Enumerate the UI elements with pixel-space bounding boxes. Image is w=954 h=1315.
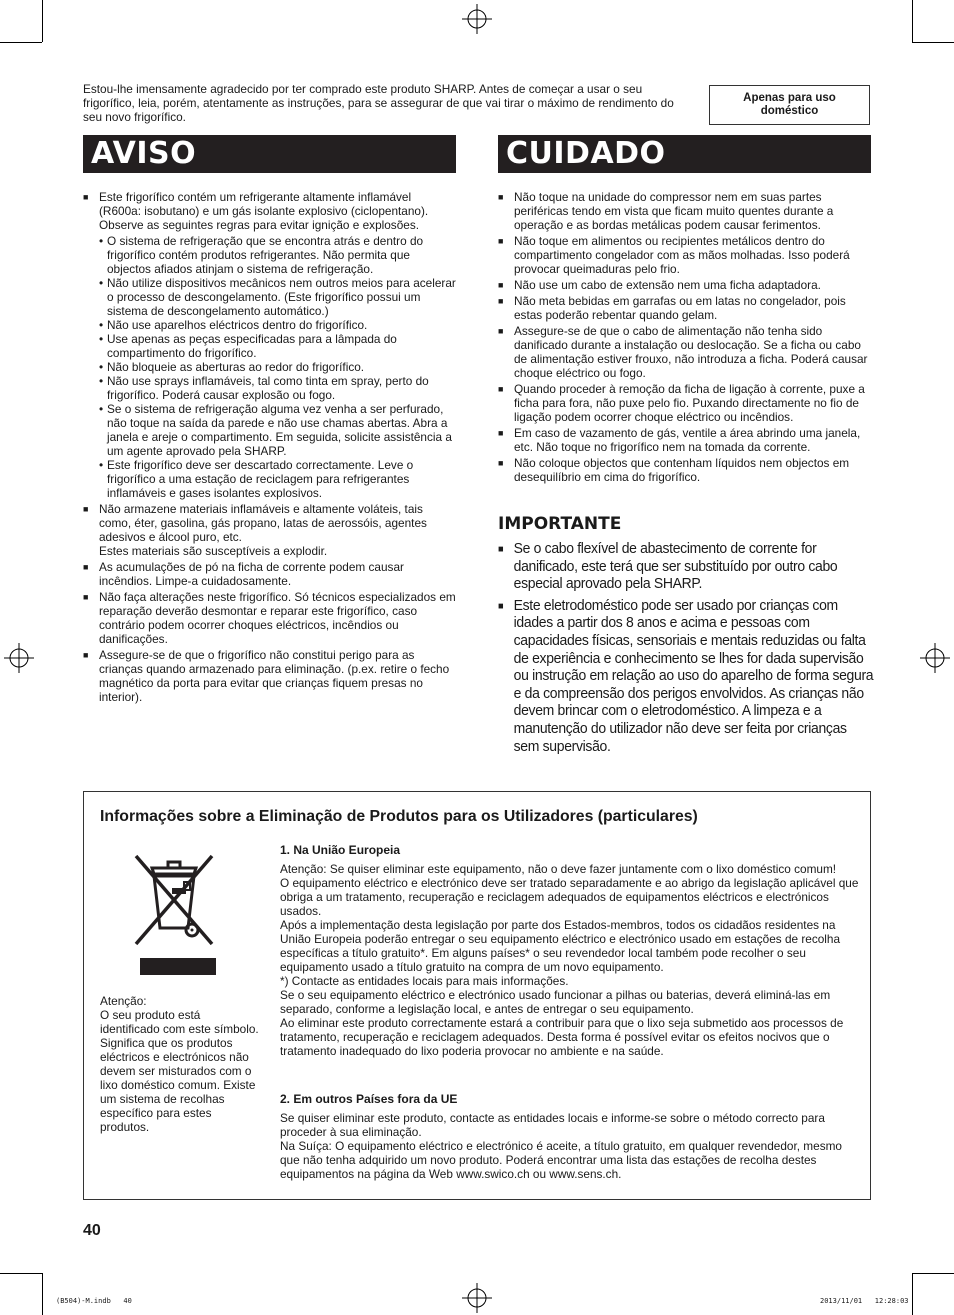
crop-mark <box>42 0 43 42</box>
non-eu-heading: 2. Em outros Países fora da UE <box>280 1092 458 1106</box>
crop-mark <box>0 1273 42 1274</box>
eu-heading: 1. Na União Europeia <box>280 843 401 857</box>
list-item: ■ Não use um cabo de extensão nem uma ficha adaptadora. <box>498 278 873 292</box>
list-item <box>83 190 456 500</box>
page-number: 40 <box>83 1222 101 1239</box>
sub-list-item: • Use apenas as peças especificadas para a lâmpada do compartimento do frigorífico. <box>99 332 456 360</box>
crop-mark <box>42 1273 43 1315</box>
list-item-text: Este frigorífico contém um refrigerante altamente inflamável (R600a: isobutano) e um gás isolante explosivo (ciclopentano). Observe as seguintes regras para evitar ignição e explosões. <box>99 190 429 232</box>
paragraph: Se quiser eliminar este produto, contacte as entidades locais e informe-se sobre o método correcto para proceder à sua eliminação. <box>280 1111 825 1139</box>
paragraph: Após a implementação desta legislação por parte dos Estados-membros, todos os cidadãos residentes na União Europeia poderão entregar o seu equipamento eléctrico e electrónico usado em estações de recolha específicas a título gratuito*. Em alguns países* o seu revendedor local também pode recolher o seu equipamento usado a título gratuito na compra de um novo equipamento. <box>280 918 841 974</box>
registration-mark-icon <box>920 643 950 673</box>
sub-list-item: • Se o sistema de refrigeração alguma vez venha a ser perfurado, não toque na saída da parede e não use chamas abertas. Abra a janela e areje o compartimento. Em seguida, solicite assistência a um agente aprovado pela SHARP. <box>99 402 456 458</box>
paragraph: Ao eliminar este produto correctamente estará a contribuir para que o lixo seja submetido aos processos de tratamento, recuperação e reciclagem adequados. Desta forma é possível evitar os efeitos nocivos que o tratamento inadequado do lixo poderia provocar no ambiente e na saúde. <box>280 1016 844 1058</box>
paragraph: Na Suíça: O equipamento eléctrico e electrónico é aceite, a título gratuito, em qualquer revendedor, mesmo que não tenha adquirido um novo produto. Poderá encontrar uma lista das estações de recolha destes equipamentos na página da Web www.swico.ch ou www.sens.ch. <box>280 1139 842 1181</box>
list-item <box>83 502 456 558</box>
sub-list-item: • Este frigorífico deve ser descartado correctamente. Leve o frigorífico a uma estação de reciclagem para refrigerantes inflamáveis e gases isolantes explosivos. <box>99 458 456 500</box>
aviso-list <box>83 190 456 706</box>
disposal-title: Informações sobre a Eliminação de Produtos para os Utilizadores (particulares) <box>100 808 698 825</box>
cuidado-heading: CUIDADO <box>498 135 871 173</box>
domestic-use-badge: Apenas para uso doméstico <box>709 85 870 125</box>
cuidado-list <box>498 190 873 486</box>
sub-list-item: • Não use sprays inflamáveis, tal como tinta em spray, perto do frigorífico. Poderá causar explosão ou fogo. <box>99 374 456 402</box>
importante-list <box>498 540 873 759</box>
non-eu-section <box>280 1092 860 1181</box>
sub-list-item: • Não utilize dispositivos mecânicos nem outros meios para acelerar o processo de descongelamento. (Este frigorífico possui um sistema de descongelamento automático.) <box>99 276 456 318</box>
paragraph: O equipamento eléctrico e electrónico deve ser tratado separadamente e ao abrigo da legislação aplicável que obriga a um tratamento, recuperação e reciclagem adequados de equipamentos eléctricos e electrónicos usados. <box>280 876 859 918</box>
importante-heading: IMPORTANTE <box>498 514 622 534</box>
list-item: ■ Não faça alterações neste frigorífico. Só técnicos especializados em reparação deverão desmontar e reparar este frigorífico, caso contrário podem ocorrer choques eléctricos, incêndios ou danificações. <box>83 590 456 646</box>
paragraph: *) Contacte as entidades locais para mais informações. <box>280 974 569 988</box>
list-item-text: Não armazene materiais inflamáveis e altamente voláteis, tais como, éter, gasolina, gás propano, latas de aerossóis, agentes adesivos e álcool puro, etc. <box>99 502 427 544</box>
crossed-out-wheelie-bin-icon <box>130 848 218 976</box>
list-item-extra: Estes materiais são susceptíveis a explodir. <box>99 544 328 558</box>
list-item: ■ Se o cabo flexível de abastecimento de corrente for danificado, este terá que ser substituído por outro cabo especial aprovado pela SHARP. <box>498 540 873 593</box>
registration-mark-icon <box>462 4 492 34</box>
sub-list-item: • Não use aparelhos eléctricos dentro do frigorífico. <box>99 318 456 332</box>
paragraph: Se o seu equipamento eléctrico e electrónico usado funcionar a pilhas ou baterias, deverá eliminá-las em separado, conforme a legislação local, e antes de entregar o seu equipamento. <box>280 988 831 1016</box>
list-item: ■ Assegure-se de que o cabo de alimentação não tenha sido danificado durante a instalação ou deslocação. Se a ficha ou cabo de alimentação estiver frouxo, não introduza a ficha. Poderá causar choque eléctrico ou fogo. <box>498 324 873 380</box>
crop-mark <box>0 42 42 43</box>
list-item: ■ Não coloque objectos que contenham líquidos nem objectos em desequilíbrio em cima do frigorífico. <box>498 456 873 484</box>
symbol-note: Atenção: O seu produto está identificado com este símbolo. Significa que os produtos eléctricos e electrónicos não devem ser misturados com o lixo doméstico comum. Existe um sistema de recolhas específico para estes produtos. <box>100 994 259 1134</box>
eu-section <box>280 843 860 1058</box>
list-item: ■ Este eletrodoméstico pode ser usado por crianças com idades a partir dos 8 anos e acima e pessoas com capacidades físicas, sensoriais e mentais reduzidas ou falta de experiência e conhecimento se lhes for dada supervisão ou instrução em relação ao uso do aparelho de forma segura e da compreensão dos perigos envolvidos. As crianças não devem brincar com o eletrodoméstico. A limpeza e a manutenção do utilizador não deve ser feita por crianças sem supervisão. <box>498 597 873 755</box>
print-slug-timestamp: 2013/11/01 12:28:03 <box>820 1297 909 1305</box>
list-item: ■ As acumulações de pó na ficha de corrente podem causar incêndios. Limpe-a cuidadosamente. <box>83 560 456 588</box>
list-item: ■ Em caso de vazamento de gás, ventile a área abrindo uma janela, etc. Não toque no frigorífico nem na tomada da corrente. <box>498 426 873 454</box>
crop-mark <box>912 0 913 42</box>
list-item: ■ Quando proceder à remoção da ficha de ligação à corrente, puxe a ficha para fora, não puxe pelo fio. Puxando directamente no fio de ligação podem ocorrer choque eléctrico ou incêndios. <box>498 382 873 424</box>
list-item: ■ Não toque na unidade do compressor nem em suas partes periféricas tendo em vista que ficam muito quentes durante a operação e as bordas metálicas podem causar ferimentos. <box>498 190 873 232</box>
sub-list-item: • Não bloqueie as aberturas ao redor do frigorífico. <box>99 360 456 374</box>
registration-mark-icon <box>4 643 34 673</box>
intro-text: Estou-lhe imensamente agradecido por ter comprado este produto SHARP. Antes de começar a usar o seu frigorífico, leia, porém, atentamente as instruções, para se assegurar de que vai tirar o máximo de rendimento do seu novo frigorífico. <box>83 82 674 124</box>
list-item: ■ Não toque em alimentos ou recipientes metálicos dentro do compartimento congelador com as mãos molhadas. Isso poderá provocar queimaduras pelo frio. <box>498 234 873 276</box>
crop-mark <box>912 1273 913 1315</box>
paragraph: Atenção: Se quiser eliminar este equipamento, não o deve fazer juntamente com o lixo doméstico comum! <box>280 862 837 876</box>
sub-list-item: • O sistema de refrigeração que se encontra atrás e dentro do frigorífico contém produtos refrigerantes. Não permita que objectos afiados atinjam o sistema de refrigeração. <box>99 234 456 276</box>
crop-mark <box>912 1273 954 1274</box>
aviso-heading: AVISO <box>83 135 456 173</box>
list-item: ■ Assegure-se de que o frigorífico não constitui perigo para as crianças quando armazenado para eliminação. (p.ex. retire o fecho magnético da porta para evitar que crianças fiquem presas no interior). <box>83 648 456 704</box>
print-slug-file: (B504)-M.indb 40 <box>56 1297 132 1305</box>
crop-mark <box>912 42 954 43</box>
registration-mark-icon <box>462 1283 492 1313</box>
list-item: ■ Não meta bebidas em garrafas ou em latas no congelador, pois estas poderão rebentar quando gelam. <box>498 294 873 322</box>
